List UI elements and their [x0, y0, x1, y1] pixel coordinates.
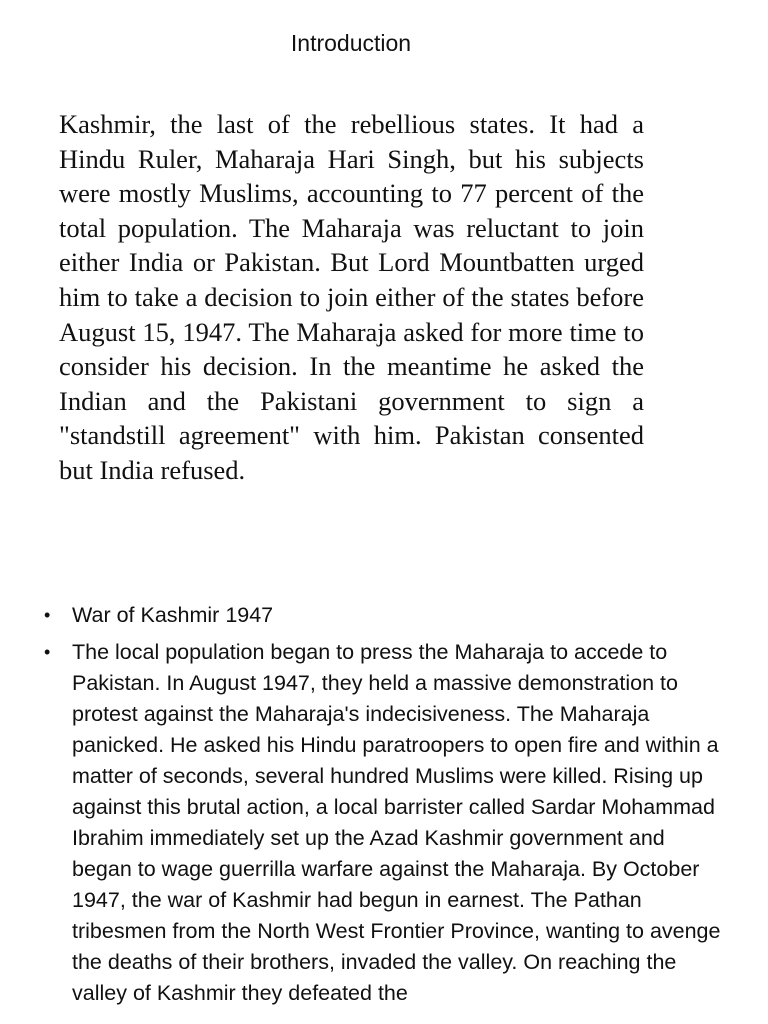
bullet-text: The local population began to press the Maharaja to accede to Pakistan. In August 1947, they held a massive demonstration to protest against the Maharaja's indecisiveness. The Maharaja panicked. He asked his Hindu paratroopers to open fire and within a matter of seconds, several hundred Muslims were killed. Rising up against this brutal action, a local barrister called Sardar Mohammad Ibrahim immediately set up the Azad Kashmir government and began to wage guerrilla warfare against the Maharaja. By October 1947, the war of Kashmir had begun in earnest. The Pathan tribesmen from the North West Frontier Province, wanting to avenge the deaths of their brothers, invaded the valley. On reaching the valley of Kashmir they defeated the	[72, 640, 721, 1005]
bullet-icon: •	[44, 642, 51, 662]
bullet-list	[0, 600, 768, 1015]
bullet-text: War of Kashmir 1947	[72, 603, 274, 627]
bullet-icon: •	[44, 605, 51, 625]
bullet-item-war-description	[0, 637, 768, 1009]
bullet-item-war-heading	[0, 600, 768, 631]
intro-paragraph: Kashmir, the last of the rebellious states. It had a Hindu Ruler, Maharaja Hari Singh, but his subjects were mostly Muslims, accounting to 77 percent of the total population. The Maharaja was reluctant to join either India or Pakistan. But Lord Mountbatten urged him to take a decision to join either of the states before August 15, 1947. The Maharaja asked for more time to consider his decision. In the meantime he asked the Indian and the Pakistani government to sign a "standstill agreement" with him. Pakistan consented but India refused.	[59, 109, 644, 485]
page-title: Introduction	[290, 30, 412, 56]
